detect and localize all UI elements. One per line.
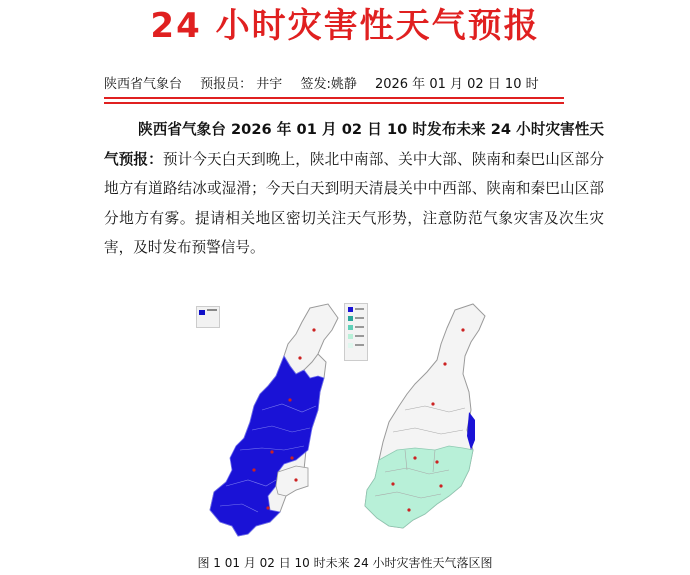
icy-road-legend (196, 306, 220, 328)
forecast-lead: 陕西省气象台 2026 年 01 月 02 日 10 时发布未来 24 小时灾害性天气预报： (104, 121, 604, 168)
issue-time: 2026 年 01 月 02 日 10 时 (374, 77, 539, 92)
approver-name: 签发:姚静 (300, 77, 357, 92)
figure-caption: 图 1 01 月 02 日 10 时未来 24 小时灾害性天气落区图 (197, 556, 493, 570)
legend-swatch-1 (348, 307, 353, 312)
legend-swatch-icy (199, 310, 205, 315)
legend-swatch-4 (348, 334, 353, 339)
fog-map (345, 300, 505, 550)
forecaster-name: 预报员： 井宇 (200, 77, 283, 92)
page-title: 24 小时灾害性天气预报 (150, 6, 540, 46)
forecast-text: 预计今天白天到晚上，陕北中南部、关中大部、陕南和秦巴山区部分地方有道路结冰或湿滑；今天白天到明天清晨关中中西部、陕南和秦巴山区部分地方有雾。提请相关地区密切关注天气形势，注意防范气象灾害及次生灾害，及时发布预警信号。 (104, 150, 604, 257)
issuance-info (104, 76, 574, 94)
legend-swatch-5 (348, 343, 353, 348)
legend-label-line (207, 309, 217, 311)
legend-swatch-3 (348, 325, 353, 330)
header-rule-top (104, 97, 564, 99)
fog-map-graphic (345, 300, 505, 550)
legend-swatch-2 (348, 316, 353, 321)
fog-legend (344, 303, 368, 361)
header-rule-bottom (104, 102, 564, 104)
forecast-paragraph (104, 115, 604, 263)
agency-name: 陕西省气象台 (104, 77, 183, 92)
